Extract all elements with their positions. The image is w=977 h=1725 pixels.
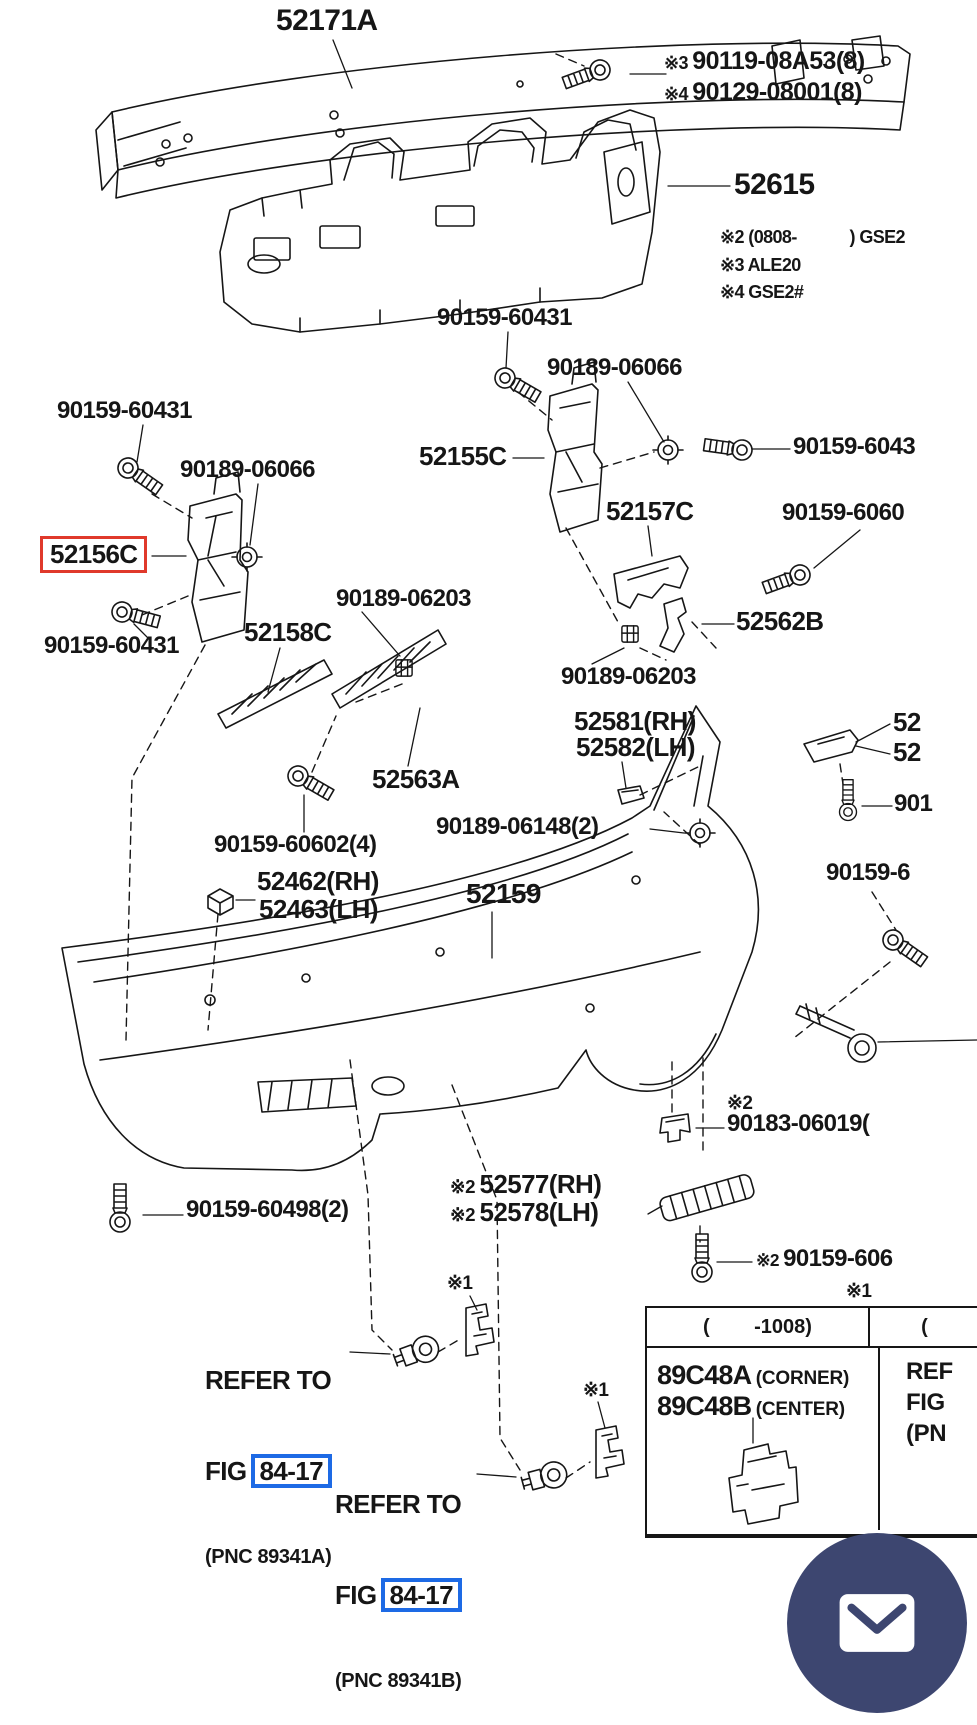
reference-mark: ※2 [450, 1204, 480, 1225]
part-number-text: 90129-08001(8) [692, 78, 862, 106]
bracket-52156c-drawing [188, 472, 248, 642]
table-cell-refer-note: REF FIG (PN [906, 1358, 953, 1448]
part-number-text: 90159-60431 [437, 304, 572, 331]
part-number-text: 90189-06066 [547, 354, 682, 381]
refer-note-a [205, 1308, 332, 1626]
table-header-left: ( -1008) [647, 1308, 870, 1346]
guide-bracket-drawing [804, 730, 858, 762]
step-pad-52577-drawing [658, 1173, 755, 1222]
refer-line1: REFER TO [335, 1489, 462, 1520]
bracket-52562b-drawing [660, 598, 686, 652]
retainer-52563a-drawing [332, 630, 446, 708]
tow-hook-drawing [796, 1004, 876, 1062]
part-number-text: 52 [893, 737, 921, 767]
part-number-text: 52577(RH) [479, 1169, 602, 1199]
part-number-text: 52158C [244, 617, 332, 647]
part-number-text: 90159-60431 [57, 397, 192, 424]
reference-mark: ※3 [664, 53, 693, 73]
part-number-text: ※1 [447, 1273, 473, 1294]
part-number-text: 90159-606 [783, 1245, 893, 1272]
part-number-text: 90159-60431 [44, 632, 179, 659]
part-number-text: 90183-06019( [727, 1110, 870, 1137]
bracket-52155c-drawing [548, 362, 602, 532]
reinforcement-bar-drawing [96, 36, 910, 198]
reference-mark: ※2 [756, 1250, 784, 1270]
part-number-text: 90189-06203 [336, 585, 471, 612]
part-number-text: 52157C [606, 496, 694, 526]
part-number-text: 90159-60498(2) [186, 1196, 349, 1223]
part-number-text: 90159-6 [826, 859, 910, 886]
part-number-text: 90189-06203 [561, 663, 696, 690]
retainer-52158c-drawing [218, 660, 332, 728]
part-number-text: 52582(LH) [576, 732, 695, 762]
part-number-text: 90119-08A53(8) [692, 47, 865, 75]
part-number-text: 90189-06066 [180, 456, 315, 483]
energy-absorber-drawing [220, 110, 660, 332]
bumper-cover-drawing [62, 706, 758, 1170]
table-cell-sensor-codes: 89C48A (CORNER) 89C48B (CENTER) [647, 1348, 880, 1530]
reference-mark: ※4 [664, 84, 693, 104]
part-number-text: 52578(LH) [479, 1197, 599, 1227]
table-header-right: ( [921, 1315, 928, 1338]
part-number-text: 52 [893, 707, 921, 737]
refer-line1: REFER TO [205, 1365, 332, 1396]
reference-mark: ※2 [450, 1176, 480, 1197]
part-number-text: 52171A [276, 4, 378, 37]
part-number-text: 90159-60602(4) [214, 831, 377, 858]
part-number-text: ※1 [846, 1281, 872, 1302]
part-number-text: 90159-6060 [782, 499, 905, 526]
part-number-text: 52462(RH) [257, 866, 379, 896]
part-number-text: 52615 [734, 168, 815, 201]
part-number-text: 52156C [50, 539, 138, 569]
applicability-table [645, 1306, 977, 1538]
mail-envelope-icon [836, 1589, 918, 1657]
part-number-text: 52581(RH) [574, 706, 696, 736]
part-number-text: 52159 [466, 878, 541, 909]
part-number-text: ※4 GSE2# [720, 282, 804, 302]
mail-fab[interactable] [787, 1533, 967, 1713]
part-number-text: 52155C [419, 441, 507, 471]
refer-pnc: (PNC 89341A) [205, 1545, 332, 1568]
part-number-text: ※2 (0808- ) GSE2 [720, 227, 905, 247]
part-number-text: 90159-6043 [793, 433, 916, 460]
part-number-text: 901 [894, 790, 933, 817]
clip-90183-drawing [660, 1114, 690, 1142]
part-number-text: 52463(LH) [259, 894, 378, 924]
part-number-text: 52562B [736, 606, 824, 636]
part-number-text: ※3 ALE20 [720, 255, 801, 275]
part-number-text: 52563A [372, 764, 460, 794]
fig-link-84-17-b[interactable]: 84-17 [381, 1578, 463, 1612]
part-number-text: ※2 [727, 1093, 753, 1114]
fastener-icons [110, 57, 933, 1282]
part-number-text: ※1 [583, 1380, 609, 1401]
refer-pnc: (PNC 89341B) [335, 1669, 462, 1692]
part-number-text: 90189-06148(2) [436, 813, 599, 840]
assembly-dashed-lines [126, 54, 896, 1478]
refer-fig-label: FIG [205, 1455, 247, 1486]
fig-link-84-17-a[interactable]: 84-17 [251, 1454, 333, 1488]
clip-box-52462-drawing [208, 889, 233, 915]
refer-note-b [335, 1432, 462, 1725]
refer-fig-label: FIG [335, 1579, 377, 1610]
